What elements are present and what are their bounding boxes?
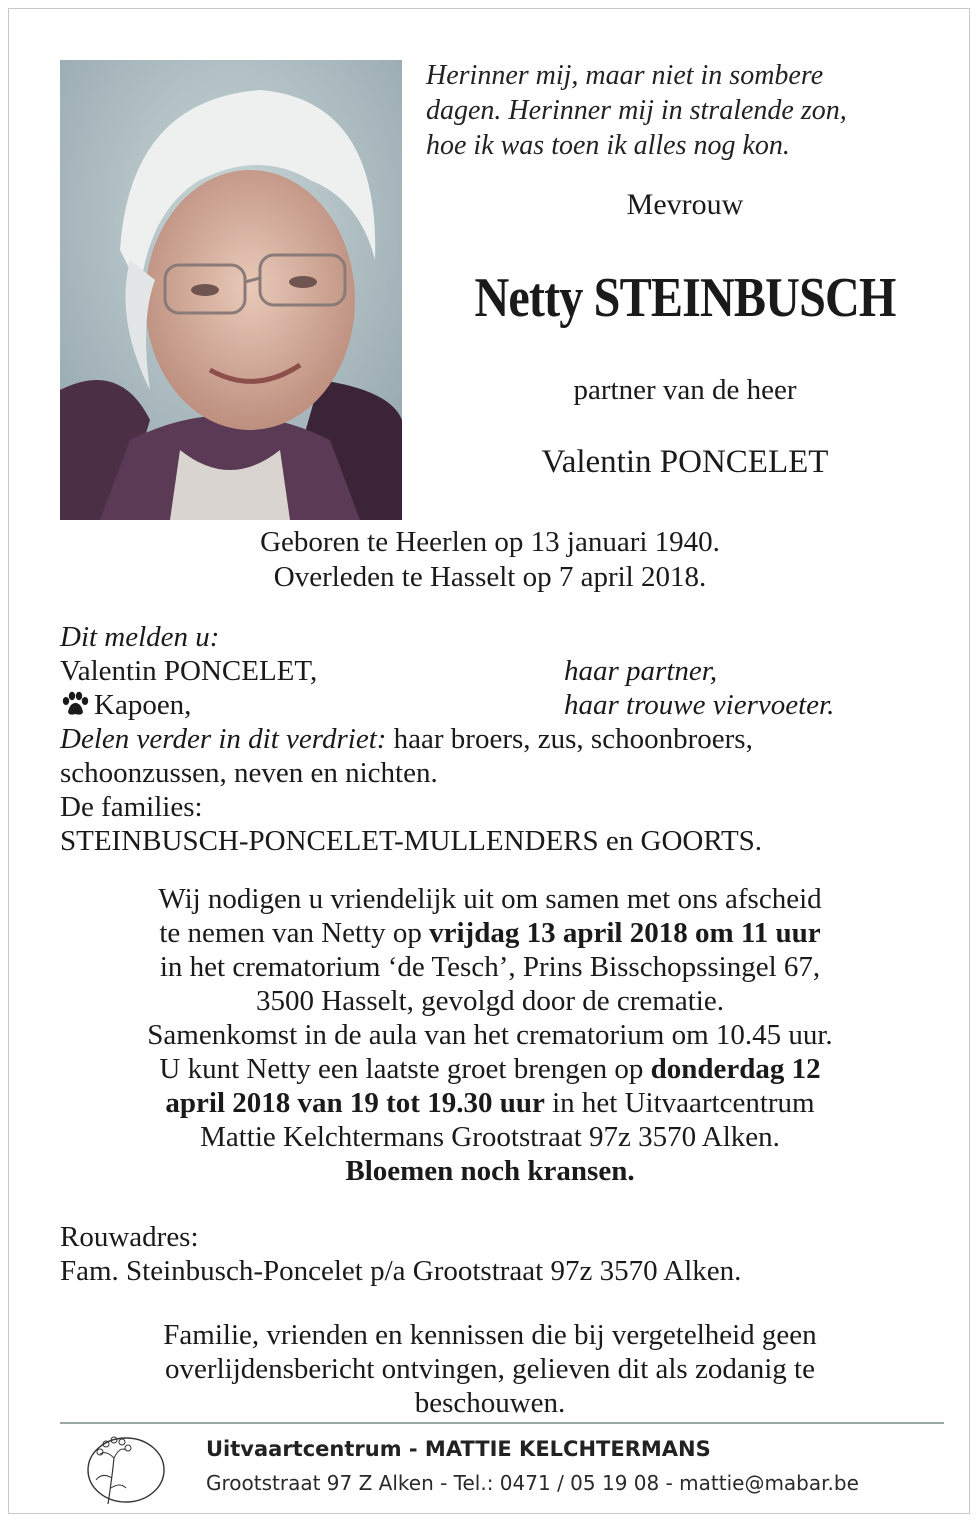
mourner-relation: haar trouwe viervoeter. — [564, 689, 835, 721]
announcement-intro: Dit melden u: — [60, 621, 220, 653]
closing-note — [60, 1318, 920, 1420]
share-label: Delen verder in dit verdriet: — [60, 723, 387, 755]
paw-icon — [60, 691, 90, 717]
poem-line: Herinner mij, maar niet in sombere — [426, 60, 824, 91]
title-prefix: Mevrouw — [626, 188, 744, 221]
invitation — [40, 882, 940, 1188]
invitation-line — [40, 916, 940, 950]
invitation-text: U kunt Netty een laatste groet brengen op — [159, 1053, 651, 1085]
mourner-relation: haar partner, — [564, 655, 718, 687]
footer-divider — [60, 1422, 944, 1424]
funeral-home-contact: Grootstraat 97 Z Alken - Tel.: 0471 / 05 19 08 - mattie@mabar.be — [206, 1471, 859, 1495]
life-dates — [0, 525, 980, 595]
share-text: haar broers, zus, schoonbroers, — [386, 723, 753, 755]
share-line — [60, 722, 940, 756]
invitation-line: Wij nodigen u vriendelijk uit om samen met ons afscheid — [158, 883, 822, 915]
funeral-home-logo — [78, 1428, 168, 1508]
viewing-date: donderdag 12 — [650, 1053, 821, 1085]
birth-line: Geboren te Heerlen op 13 januari 1940. — [260, 526, 720, 558]
invitation-line: Mattie Kelchtermans Grootstraat 97z 3570 Alken. — [200, 1121, 780, 1153]
invitation-line: Samenkomst in de aula van het crematorium om 10.45 uur. — [147, 1019, 833, 1051]
mourning-address-label: Rouwadres: — [60, 1221, 199, 1253]
partner-label: partner van de heer — [573, 374, 797, 406]
mourning-address-value: Fam. Steinbusch-Poncelet p/a Grootstraat 97z 3570 Alken. — [60, 1255, 742, 1287]
mourner-row — [60, 688, 940, 722]
no-flowers-note — [40, 1154, 940, 1188]
mourning-address — [60, 1220, 940, 1288]
funeral-home-name: Uitvaartcentrum - MATTIE KELCHTERMANS — [206, 1437, 711, 1461]
share-text-cont: schoonzussen, neven en nichten. — [60, 757, 438, 789]
memorial-poem — [426, 58, 946, 163]
partner-name: Valentin PONCELET — [541, 444, 829, 480]
closing-line: beschouwen. — [414, 1387, 566, 1419]
funeral-date: vrijdag 13 april 2018 om 11 uur — [429, 917, 821, 949]
poem-line: dagen. Herinner mij in stralende zon, — [426, 95, 847, 126]
invitation-text: te nemen van Netty op — [159, 917, 430, 949]
invitation-line: 3500 Hasselt, gevolgd door de crematie. — [256, 985, 724, 1017]
invitation-line: in het crematorium ‘de Tesch’, Prins Bisschopssingel 67, — [159, 951, 821, 983]
closing-line: Familie, vrienden en kennissen die bij vergetelheid geen — [163, 1319, 817, 1351]
mourner-name: Kapoen, — [94, 689, 192, 721]
families-label: De families: — [60, 791, 203, 823]
invitation-line — [40, 1052, 940, 1086]
closing-line: overlijdensbericht ontvingen, gelieven dit als zodanig te — [165, 1353, 815, 1385]
invitation-text: in het Uitvaartcentrum — [544, 1087, 815, 1119]
families-names: STEINBUSCH-PONCELET-MULLENDERS en GOORTS. — [60, 825, 763, 857]
poem-line: hoe ik was toen ik alles nog kon. — [426, 130, 790, 161]
announcement — [60, 620, 940, 858]
viewing-time: april 2018 van 19 tot 19.30 uur — [165, 1087, 545, 1119]
mourner-row — [60, 654, 940, 688]
no-flowers-text: Bloemen noch kransen. — [345, 1155, 635, 1187]
invitation-line — [40, 1086, 940, 1120]
mourner-name: Valentin PONCELET, — [60, 655, 318, 687]
portrait-photo — [60, 60, 402, 520]
death-line: Overleden te Hasselt op 7 april 2018. — [273, 561, 707, 593]
deceased-name: Netty STEINBUSCH — [474, 267, 896, 329]
